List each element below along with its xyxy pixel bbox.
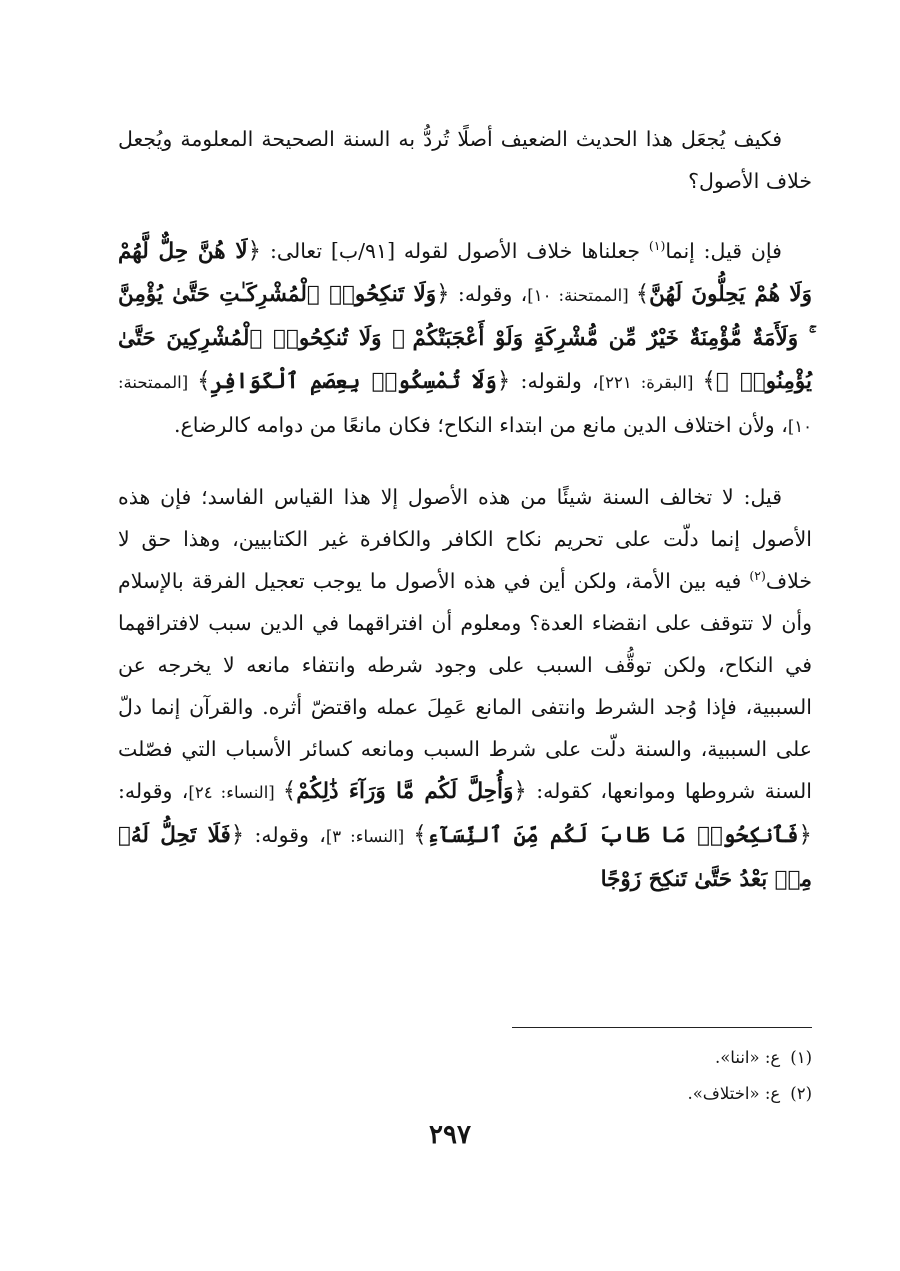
text-run: ، وقوله: xyxy=(244,823,326,847)
quran-text: وَلَا تُمْسِكُوا۟ بِعِصَمِ ٱلْكَوَافِرِ xyxy=(210,369,497,394)
text-run: ، ولأن اختلاف الدين مانع من ابتداء النكاح؛ فكان مانعًا من دوامه كالرضاع. xyxy=(174,413,788,437)
page-number: ٢٩٧ xyxy=(429,1120,471,1150)
ornate-bracket-open-icon: ﴿ xyxy=(513,778,527,804)
ornate-bracket-open-icon: ﴿ xyxy=(436,281,450,307)
quran-text: وَلَا تَنكِحُوا۟ ٱلْمُشْرِكَـٰتِ حَتَّىٰ يُؤْمِنَّ ۚ وَلَأَمَةٌ مُّؤْمِنَةٌ خَيْرٌ مِّن مُّشْرِكَةٍ وَلَوْ أَعْجَبَتْكُمْ ۗ وَلَا تُنكِحُوا۟ ٱلْمُشْرِكِينَ حَتَّىٰ يُؤْمِنُوا۟ ۚ xyxy=(118,282,812,394)
verse-citation: [البقرة: ٢٢١] xyxy=(598,373,703,392)
quran-text: وَأُحِلَّ لَكُم مَّا وَرَآءَ ذَٰلِكُمْ xyxy=(296,779,514,804)
footnotes xyxy=(118,1040,812,1112)
quran-text: فَٱنكِحُوا۟ مَا طَابَ لَكُم مِّنَ ٱلنِّسَآءِ xyxy=(426,823,799,848)
footnote-ref: (١) xyxy=(648,238,666,254)
verse-citation: [النساء: ٣] xyxy=(325,827,414,846)
text-run: ، وقوله: xyxy=(449,282,528,306)
text-run: فيه بين الأمة، ولكن أين في هذه الأصول ما يوجب تعجيل الفرقة بالإسلام وأن لا تتوقف على انقضاء العدة؟ ومعلوم أن افتراقهما في الدين سبب لافتراقهما في النكاح، ولكن توقُّف السبب على وجود شرطه وانتفاء مانعه لا يخرجه عن السببية، فإذا وُجد الشرط وانتفى المانع عَمِلَ عمله واقتضّ أثره. والقرآن إنما دلّ على السببية، والسنة دلّت على شرط السبب ومانعه كسائر الأسباب التي فصّلت السنة شروطها وموانعها، كقوله: xyxy=(118,569,812,803)
ornate-bracket-close-icon: ﴾ xyxy=(282,778,297,804)
footnote-1 xyxy=(118,1040,812,1076)
text-run: فكيف يُجعَل هذا الحديث الضعيف أصلًا تُردُّ به السنة الصحيحة المعلومة ويُجعل خلاف الأصول؟ xyxy=(118,127,812,193)
footnote-number: (١) xyxy=(790,1048,812,1067)
quran-verse xyxy=(197,369,510,393)
ornate-bracket-open-icon: ﴿ xyxy=(496,368,511,394)
paragraph-1 xyxy=(118,118,812,202)
ornate-bracket-close-icon: ﴾ xyxy=(413,822,427,848)
footnote-number: (٢) xyxy=(790,1084,812,1103)
verse-citation: [النساء: ٢٤] xyxy=(188,783,283,802)
footnote-ref: (٢) xyxy=(749,568,766,584)
quran-verse xyxy=(413,823,812,847)
ornate-bracket-open-icon: ﴿ xyxy=(798,822,812,848)
ornate-bracket-open-icon: ﴿ xyxy=(230,822,245,848)
text-run: ، ولقوله: xyxy=(510,369,599,393)
ornate-bracket-open-icon: ﴿ xyxy=(247,238,262,264)
text-run: قيل: لا تخالف السنة شيئًا من هذه الأصول إلا هذا القياس الفاسد؛ فإن هذه الأصول إنما دلّت على تحريم نكاح الكافر والكافرة غير الكتابيين، وهذا حق لا خلاف xyxy=(118,485,812,593)
paragraph-2 xyxy=(118,230,812,448)
footnote-2 xyxy=(118,1076,812,1112)
main-text xyxy=(118,118,812,929)
verse-citation: [الممتحنة: ١٠] xyxy=(118,373,812,436)
paragraph-3 xyxy=(118,476,812,901)
quran-text: لَا هُنَّ حِلٌّ لَّهُمْ وَلَا هُمْ يَحِلُّونَ لَهُنَّ xyxy=(118,239,812,307)
ornate-bracket-close-icon: ﴾ xyxy=(197,368,211,394)
text-run: فإن قيل: إنما xyxy=(665,239,782,263)
footnote-divider xyxy=(512,1027,812,1028)
text-run: ، وقوله: xyxy=(118,779,189,803)
verse-citation: [الممتحنة: ١٠] xyxy=(527,286,636,305)
footnote-text: ع: «اختلاف». xyxy=(687,1084,781,1103)
quran-text: فَلَا تَحِلُّ لَهُۥ مِنۢ بَعْدُ حَتَّىٰ تَنكِحَ زَوْجًا xyxy=(118,823,812,892)
ornate-bracket-close-icon: ﴾ xyxy=(635,281,650,307)
ornate-bracket-close-icon: ﴾ xyxy=(702,368,716,394)
quran-verse xyxy=(283,779,527,803)
text-run: جعلناها خلاف الأصول لقوله [٩١/ب] تعالى: xyxy=(261,239,649,263)
footnote-text: ع: «اننا». xyxy=(714,1048,781,1067)
